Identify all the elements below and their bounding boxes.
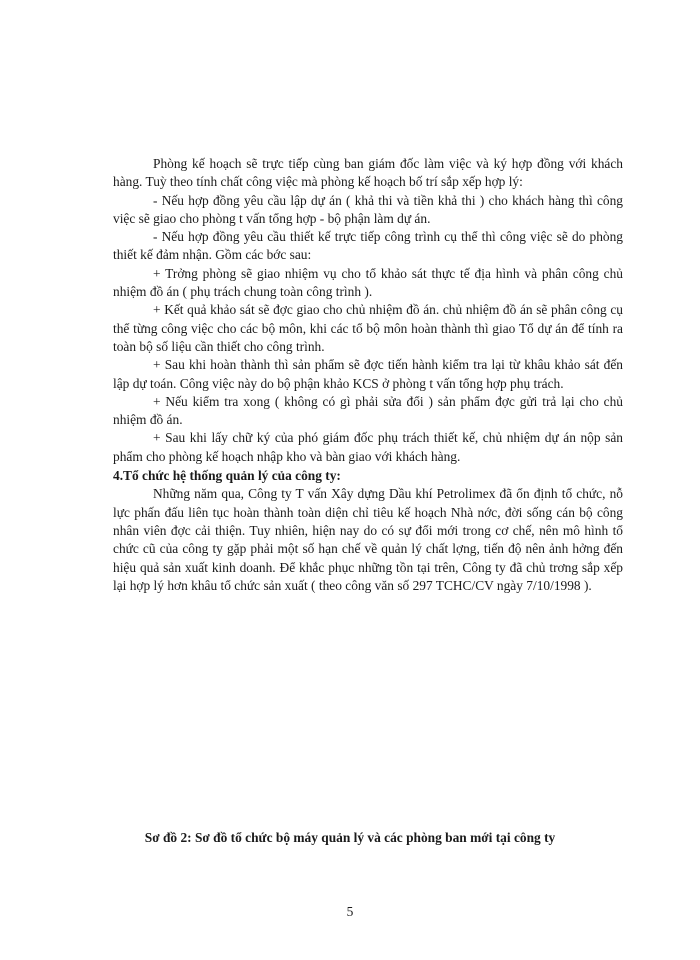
figure-caption: Sơ đồ 2: Sơ đồ tổ chức bộ máy quản lý và các phòng ban mới tại công ty: [144, 830, 556, 845]
step-return-product: + Nếu kiểm tra xong ( không có gì phải sửa đổi ) sản phẩm đợc gửi trả lại cho chủ nhiệm đồ án.: [113, 393, 623, 428]
body-text: [113, 155, 623, 595]
paragraph-design-contract: - Nếu hợp đồng yêu cầu thiết kế trực tiếp công trình cụ thể thì công việc sẽ do phòng thiết kế đảm nhận. Gồm các bớc sau:: [113, 229, 623, 263]
step-survey-results: + Kết quả khảo sát sẽ đợc giao cho chủ nhiệm đồ án. chủ nhiệm đồ án sẽ phân công cụ thể từng công việc cho các bộ môn, khi các tổ bộ môn hoàn thành thì giao Tổ dự án để tính ra toàn bộ số liệu cần thiết cho công trình.: [113, 302, 623, 354]
step-handover: + Sau khi lấy chữ ký của phó giám đốc phụ trách thiết kế, chủ nhiệm dự án nộp sản phẩm cho phòng kế hoạch nhập kho và bàn giao với khách hàng.: [113, 430, 623, 464]
page-number: 5: [346, 904, 354, 919]
section-paragraph: Những năm qua, Công ty T vấn Xây dựng Dầu khí Petrolimex đã ổn định tổ chức, nỗ lực phấn đấu liên tục hoàn thành toàn diện chỉ tiêu kế hoạch Nhà nớc, đời sống cán bộ công nhân viên đợc cải thiện. Tuy nhiên, hiện nay do có sự đổi mới trong cơ chế, nên mô hình tổ chức cũ của công ty gặp phải một số hạn chế về quản lý chất lợng, tiến độ nên ảnh hởng đến hiệu quả sản xuất kinh doanh. Để khắc phục những tồn tại trên, Công ty đã chủ trơng sắp xếp lại hợp lý hơn khâu tổ chức sản xuất ( theo công văn số 297 TCHC/CV ngày 7/10/1998 ).: [113, 486, 623, 593]
step-assign-survey: + Trởng phòng sẽ giao nhiệm vụ cho tổ khảo sát thực tế địa hình và phân công chủ nhiệm đồ án ( phụ trách chung toàn công trình ).: [113, 265, 623, 300]
section-heading: 4.Tổ chức hệ thống quản lý của công ty:: [113, 468, 341, 484]
paragraph-project-contract: - Nếu hợp đồng yêu cầu lập dự án ( khả thi và tiền khả thi ) cho khách hàng thì công việc sẽ giao cho phòng t vấn tổng hợp - bộ phận làm dự án.: [113, 192, 623, 226]
paragraph-intro: Phòng kế hoạch sẽ trực tiếp cùng ban giám đốc làm việc và ký hợp đồng với khách hàng. Tuỳ theo tính chất công việc mà phòng kế hoạch bố trí sắp xếp hợp lý:: [113, 156, 623, 190]
step-inspection: + Sau khi hoàn thành thì sản phẩm sẽ đợc tiến hành kiểm tra lại từ khâu khảo sát đến lập dự toán. Công việc này do bộ phận khảo KCS ở phòng t vấn tổng hợp phụ trách.: [113, 357, 623, 391]
